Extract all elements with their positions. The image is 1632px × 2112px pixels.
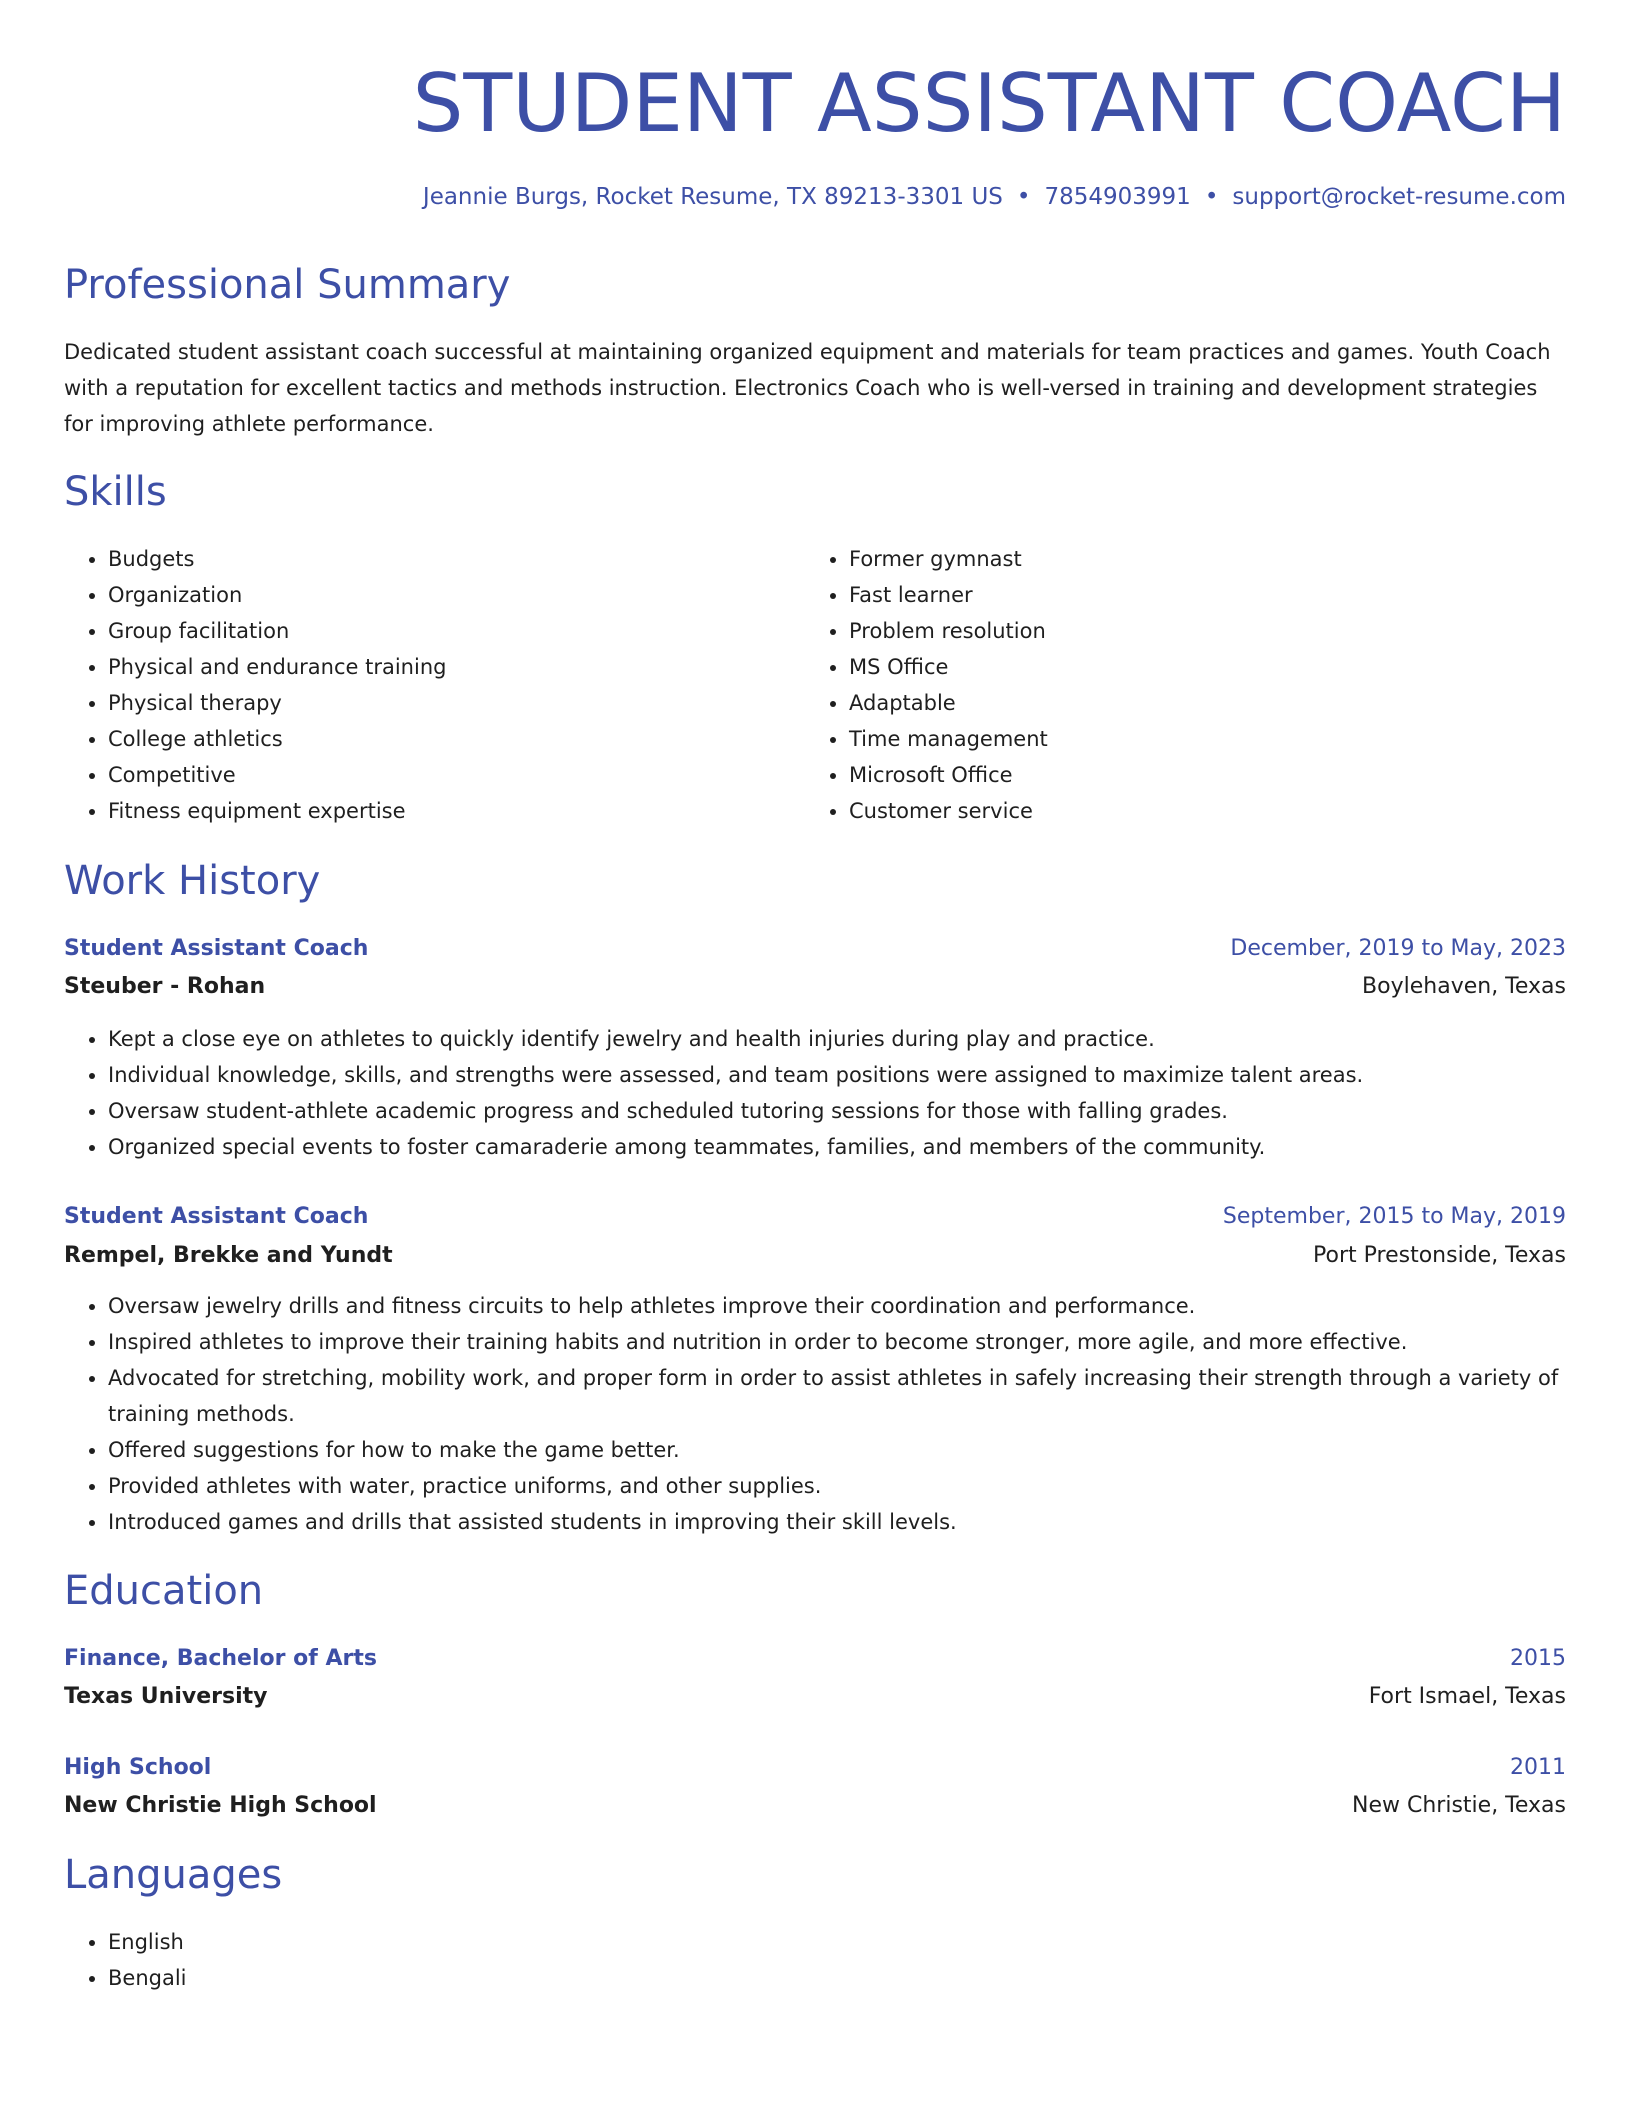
job-duties (64, 1288, 1566, 1540)
education-heading: Education (64, 1568, 264, 1614)
job-header (64, 1199, 1566, 1235)
education-degree: Finance, Bachelor of Arts (64, 1646, 377, 1671)
languages-list (64, 1924, 1566, 1996)
job-duty-item: • Organized special events to foster camaraderie among teammates, families, and members of the community. (108, 1129, 1566, 1165)
education-header (64, 1750, 1566, 1786)
work-history-heading: Work History (64, 858, 321, 904)
job-company: Steuber - Rohan (64, 974, 266, 999)
job-duty-item: • Offered suggestions for how to make the game better. (108, 1432, 1566, 1468)
education-subheader (64, 1788, 1566, 1824)
skill-item: • Time management (849, 721, 1505, 757)
skill-item: • Fast learner (849, 577, 1505, 613)
education-subheader (64, 1679, 1566, 1715)
job-company: Rempel, Brekke and Yundt (64, 1243, 393, 1268)
skill-item: • Fitness equipment expertise (108, 793, 764, 829)
skill-item: • Microsoft Office (849, 757, 1505, 793)
skill-item: • Former gymnast (849, 541, 1505, 577)
job-location: Port Prestonside, Texas (1313, 1243, 1566, 1268)
summary-heading: Professional Summary (64, 262, 511, 308)
contact-address: Jeannie Burgs, Rocket Resume, TX 89213-3301 US (422, 184, 1003, 210)
education-year: 2015 (1510, 1646, 1566, 1671)
job-duty-item: • Provided athletes with water, practice uniforms, and other supplies. (108, 1468, 1566, 1504)
job-duty-item: • Inspired athletes to improve their training habits and nutrition in order to become stronger, more agile, and more effective. (108, 1324, 1566, 1360)
job-location: Boylehaven, Texas (1362, 974, 1566, 999)
education-location: New Christie, Texas (1352, 1793, 1566, 1818)
skill-item: • Organization (108, 577, 764, 613)
job-header (64, 931, 1566, 967)
job-subheader (64, 969, 1566, 1005)
contact-email: support@rocket-resume.com (1232, 184, 1566, 210)
skill-item: • Adaptable (849, 685, 1505, 721)
skill-item: • Group facilitation (108, 613, 764, 649)
language-item: • English (108, 1924, 1566, 1960)
job-duty-item: • Advocated for stretching, mobility work, and proper form in order to assist athletes in safely increasing their strength through a variety of training methods. (108, 1360, 1566, 1432)
job-title: Student Assistant Coach (64, 1204, 369, 1229)
job-duty-item: • Oversaw student-athlete academic progress and scheduled tutoring sessions for those with falling grades. (108, 1093, 1566, 1129)
education-school: New Christie High School (64, 1793, 377, 1818)
skills-heading: Skills (64, 469, 167, 515)
job-duty-item: • Oversaw jewelry drills and fitness circuits to help athletes improve their coordination and performance. (108, 1288, 1566, 1324)
languages-heading: Languages (64, 1852, 283, 1898)
job-duties (64, 1021, 1566, 1165)
job-dates: December, 2019 to May, 2023 (1230, 936, 1566, 961)
education-header (64, 1641, 1566, 1677)
education-degree: High School (64, 1755, 212, 1780)
skill-item: • Customer service (849, 793, 1505, 829)
job-dates: September, 2015 to May, 2019 (1222, 1204, 1566, 1229)
education-year: 2011 (1510, 1755, 1566, 1780)
skill-item: • MS Office (849, 649, 1505, 685)
language-item: • Bengali (108, 1960, 1566, 1996)
skills-column-left (64, 541, 764, 829)
job-subheader (64, 1238, 1566, 1274)
job-duty-item: • Introduced games and drills that assisted students in improving their skill levels. (108, 1504, 1566, 1540)
contact-separator: • (1204, 184, 1219, 210)
skill-item: • College athletics (108, 721, 764, 757)
skill-item: • Problem resolution (849, 613, 1505, 649)
contact-phone: 7854903991 (1044, 184, 1191, 210)
job-duty-item: • Individual knowledge, skills, and strengths were assessed, and team positions were assigned to maximize talent areas. (108, 1057, 1566, 1093)
skill-item: • Competitive (108, 757, 764, 793)
job-duty-item: • Kept a close eye on athletes to quickly identify jewelry and health injuries during play and practice. (108, 1021, 1566, 1057)
contact-line (423, 182, 1566, 212)
resume-title: STUDENT ASSISTANT COACH (412, 57, 1566, 150)
skill-item: • Physical and endurance training (108, 649, 764, 685)
education-school: Texas University (64, 1684, 268, 1709)
skill-item: • Budgets (108, 541, 764, 577)
education-location: Fort Ismael, Texas (1368, 1684, 1566, 1709)
skill-item: • Physical therapy (108, 685, 764, 721)
job-title: Student Assistant Coach (64, 936, 369, 961)
skills-column-right (805, 541, 1505, 829)
summary-text: Dedicated student assistant coach successful at maintaining organized equipment and materials for team practices and games. Youth Coach with a reputation for excellent tactics and methods instruction. Electronics Coach who is well-versed in training and development strategies for improving athlete performance. (64, 340, 1551, 436)
contact-separator: • (1016, 184, 1031, 210)
